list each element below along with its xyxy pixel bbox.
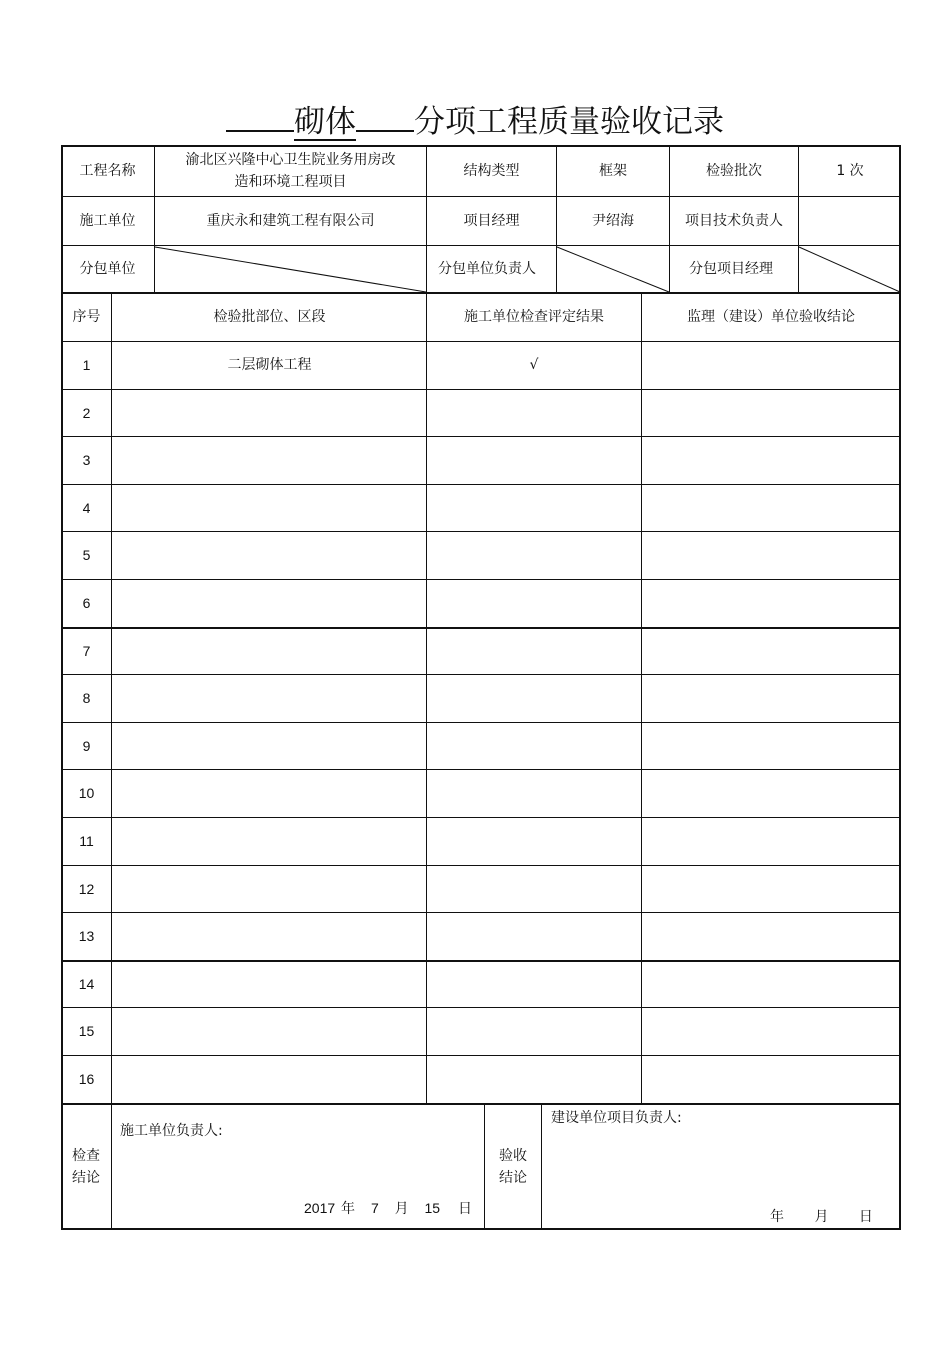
row-part — [112, 389, 427, 436]
project-name-label: 工程名称 — [79, 162, 136, 179]
project-name-value — [155, 145, 426, 196]
subcontractor-label: 分包单位 — [79, 260, 136, 277]
column-header-result: 施工单位检查评定结果 — [464, 309, 604, 325]
row-part — [112, 627, 427, 674]
row-result — [427, 436, 641, 484]
row-part — [112, 674, 427, 722]
row-result — [427, 674, 641, 722]
contractor-sign-date — [304, 1198, 472, 1218]
row-result: √ — [529, 357, 539, 373]
sub-lead-label: 分包单位负责人 — [438, 260, 536, 277]
row-result — [427, 769, 641, 817]
row-part — [112, 484, 427, 531]
row-conclusion — [641, 389, 901, 436]
tech-lead-value — [799, 196, 901, 245]
batch-count-label: 检验批次 — [706, 162, 762, 179]
check-label-line-2: 结论 — [72, 1170, 100, 1186]
row-number: 5 — [82, 547, 91, 563]
row-conclusion — [641, 627, 901, 674]
row-result — [427, 722, 641, 769]
row-conclusion — [641, 674, 901, 722]
row-conclusion — [641, 579, 901, 627]
row-number: 12 — [78, 880, 95, 897]
row-conclusion — [641, 484, 901, 531]
owner-date-month-unit: 月 — [814, 1209, 829, 1225]
row-number: 15 — [78, 1023, 95, 1039]
column-header-no: 序号 — [72, 309, 101, 325]
row-number: 10 — [78, 785, 95, 801]
row-result — [427, 627, 641, 674]
row-part — [112, 722, 427, 769]
owner-lead-label: 建设单位项目负责人: — [551, 1110, 682, 1126]
row-conclusion — [641, 960, 901, 1007]
row-conclusion — [641, 722, 901, 769]
row-number: 4 — [82, 499, 91, 516]
structure-type-label: 结构类型 — [463, 162, 520, 179]
date-day: 15 — [424, 1200, 441, 1216]
row-part — [112, 912, 427, 960]
row-part — [112, 817, 427, 865]
title-prefix: 砌体 — [294, 104, 356, 140]
row-part — [112, 1055, 427, 1103]
row-conclusion — [641, 436, 901, 484]
row-result — [427, 484, 641, 531]
batch-count-value: 1 次 — [836, 162, 864, 179]
row-number: 13 — [78, 928, 95, 944]
row-result — [427, 817, 641, 865]
check-conclusion-label — [61, 1140, 111, 1194]
structure-type-value: 框架 — [599, 162, 627, 179]
row-part — [112, 865, 427, 912]
project-name-line-1: 渝北区兴隆中心卫生院业务用房改 — [185, 151, 396, 168]
date-year: 2017 — [304, 1200, 336, 1216]
row-number: 8 — [82, 690, 91, 706]
row-conclusion — [641, 865, 901, 912]
date-year-unit: 年 — [341, 1200, 356, 1216]
row-number: 2 — [82, 404, 91, 421]
owner-sign-date — [770, 1207, 873, 1227]
check-label-line-1: 检查 — [72, 1148, 100, 1164]
row-part — [112, 531, 427, 579]
project-manager-value: 尹绍海 — [592, 212, 634, 229]
row-result — [427, 960, 641, 1007]
acceptance-conclusion-label — [485, 1140, 541, 1194]
tech-lead-label: 项目技术负责人 — [685, 212, 783, 229]
row-result — [427, 579, 641, 627]
row-number: 3 — [82, 452, 91, 468]
contractor-lead-label: 施工单位负责人: — [120, 1123, 223, 1139]
row-conclusion — [641, 912, 901, 960]
row-number: 11 — [79, 833, 94, 849]
row-number: 16 — [78, 1071, 95, 1087]
accept-label-line-1: 验收 — [499, 1148, 527, 1164]
contractor-value: 重庆永和建筑工程有限公司 — [206, 212, 375, 229]
row-result — [427, 912, 641, 960]
owner-date-year-unit: 年 — [770, 1209, 784, 1225]
row-part — [112, 769, 427, 817]
title-suffix: 分项工程质量验收记录 — [414, 104, 724, 140]
date-month-unit: 月 — [394, 1200, 409, 1216]
column-header-part: 检验批部位、区段 — [213, 309, 326, 325]
contractor-label: 施工单位 — [79, 212, 136, 229]
row-conclusion — [641, 341, 901, 389]
accept-label-line-2: 结论 — [499, 1170, 527, 1186]
divider — [61, 1103, 901, 1105]
project-name-line-2: 造和环境工程项目 — [234, 173, 347, 190]
row-number: 7 — [82, 642, 91, 659]
row-conclusion — [641, 769, 901, 817]
row-result — [427, 531, 641, 579]
row-result — [427, 865, 641, 912]
row-part — [112, 960, 427, 1007]
row-number: 1 — [82, 357, 91, 373]
project-manager-label: 项目经理 — [463, 212, 520, 229]
row-conclusion — [641, 531, 901, 579]
date-month: 7 — [370, 1200, 379, 1216]
date-day-unit: 日 — [457, 1200, 472, 1216]
row-conclusion — [641, 1055, 901, 1103]
row-part: 二层砌体工程 — [227, 357, 312, 373]
row-number: 9 — [82, 737, 91, 754]
row-number: 14 — [78, 975, 95, 992]
row-part — [112, 436, 427, 484]
row-result — [427, 1055, 641, 1103]
row-part — [112, 579, 427, 627]
row-result — [427, 389, 641, 436]
row-conclusion — [641, 817, 901, 865]
row-number: 6 — [82, 595, 91, 611]
divider — [541, 1103, 542, 1230]
row-result — [427, 1007, 641, 1055]
sub-pm-label: 分包项目经理 — [689, 260, 773, 277]
owner-date-day-unit: 日 — [858, 1209, 873, 1225]
column-header-conclusion: 监理（建设）单位验收结论 — [687, 309, 855, 325]
row-conclusion — [641, 1007, 901, 1055]
row-part — [112, 1007, 427, 1055]
